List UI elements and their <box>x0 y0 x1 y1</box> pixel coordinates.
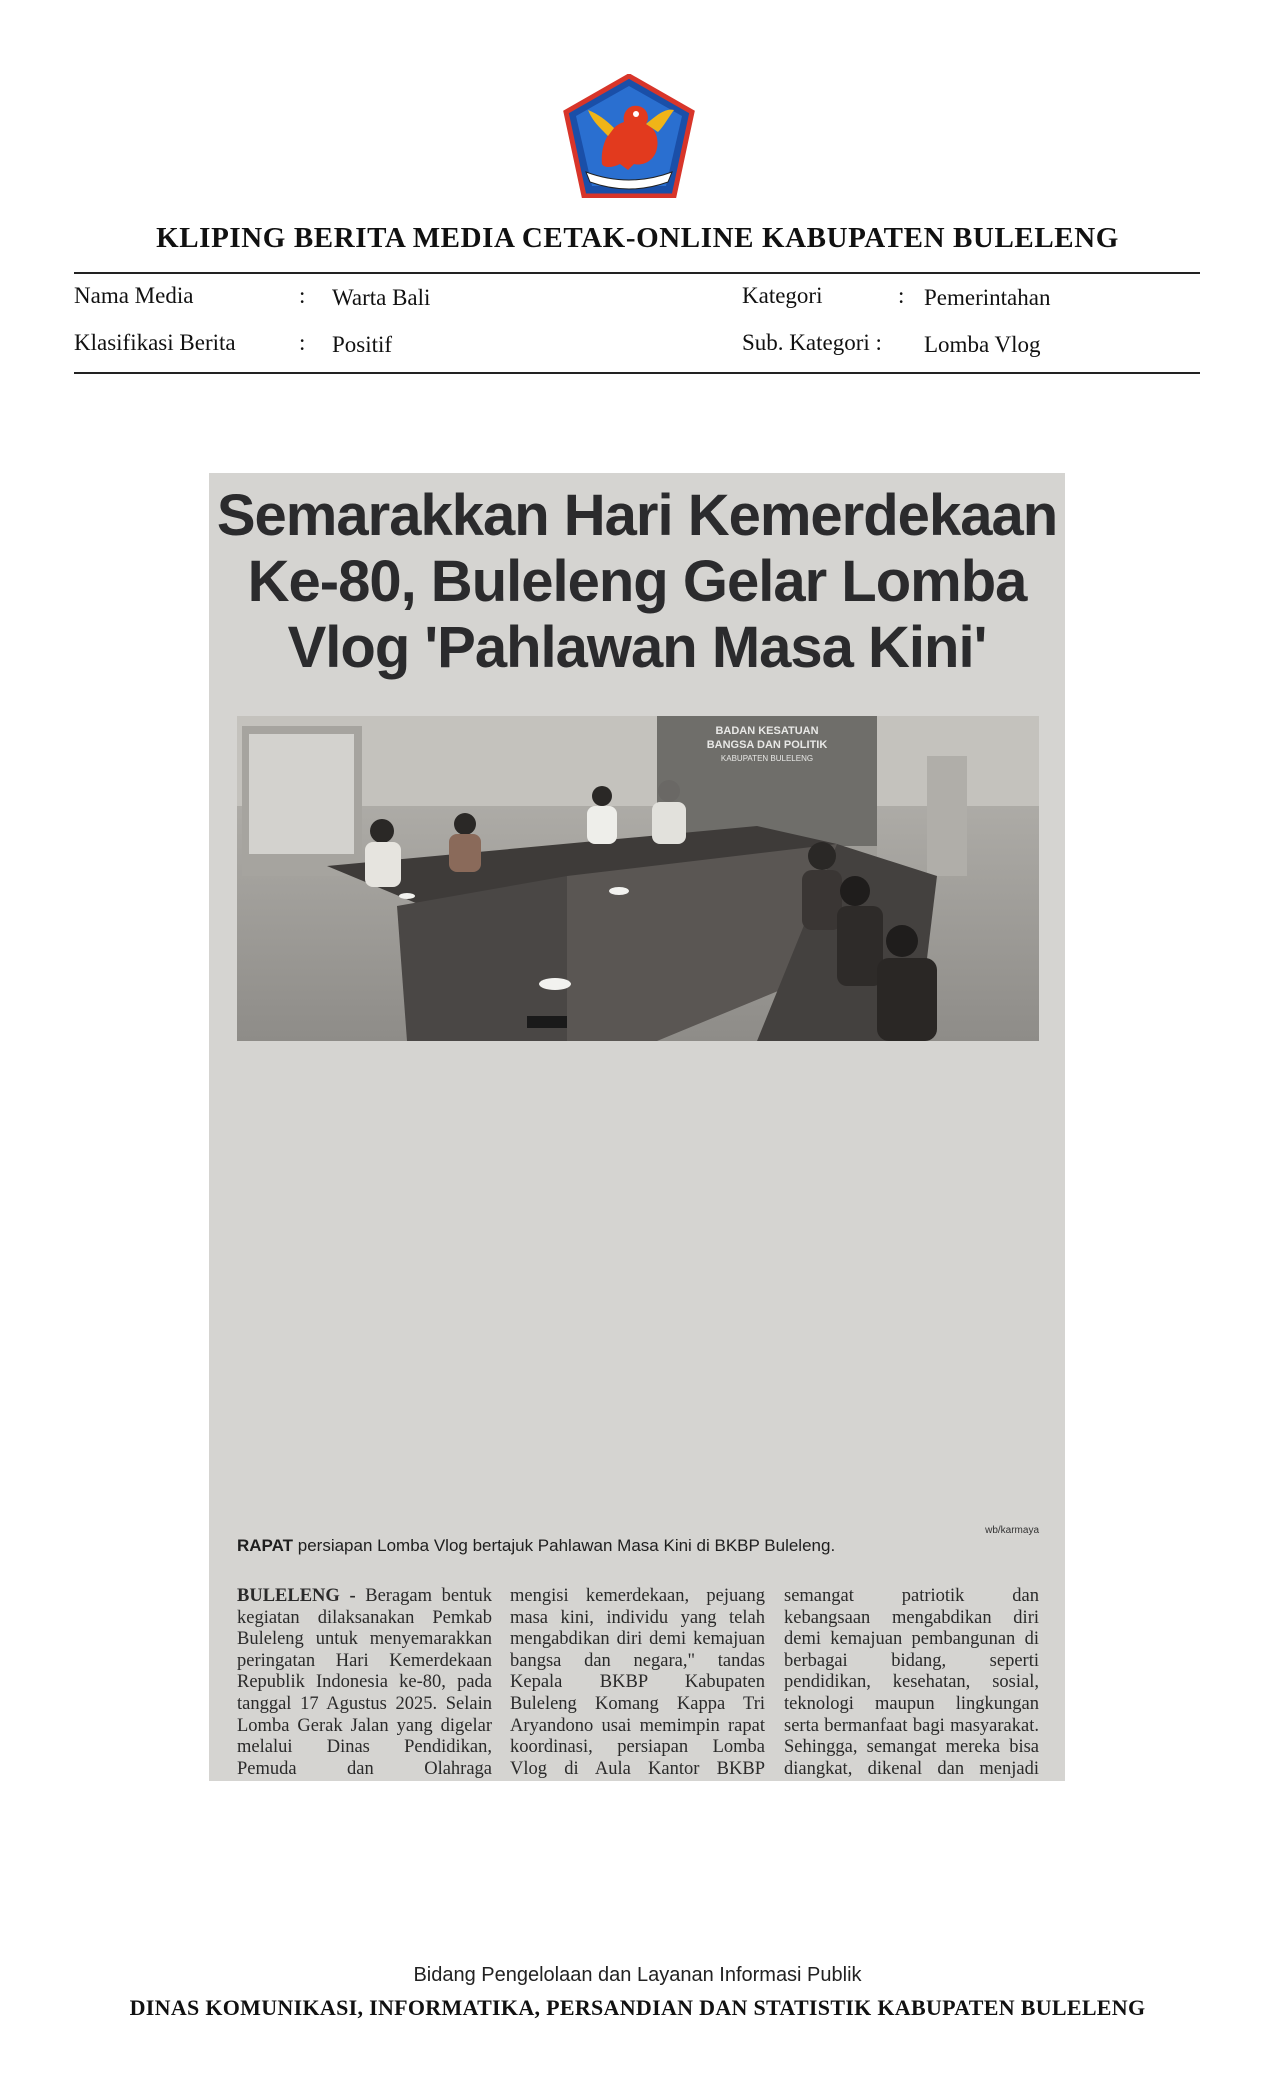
meta-divider <box>74 372 1200 374</box>
meeting-photo <box>237 716 1039 1522</box>
newspaper-clipping <box>209 473 1065 1781</box>
wall-sign-line: BANGSA DAN POLITIK <box>706 739 828 751</box>
article-column-3 <box>784 1586 1039 1781</box>
article-paragraph: Beragam bentuk kegiatan dilaksanakan Pemkab Buleleng untuk menyemarakkan peringatan Hari Kemerdekaan Republik Indonesia ke-80, pada tanggal 17 Agustus 2025. Selain Lomba Gerak Jalan yang digelar melalui Dinas Pendidikan, Pemuda dan Olahraga <box>237 1586 493 1779</box>
category-label: Kategori <box>742 283 823 308</box>
header-divider <box>74 272 1200 274</box>
subcategory-label: Sub. Kategori : <box>742 330 882 355</box>
category-value: Pemerintahan <box>924 285 1051 310</box>
subcategory-value: Lomba Vlog <box>924 332 1041 357</box>
article-headline <box>209 483 1065 681</box>
classification-colon: : <box>299 330 306 355</box>
footer-unit: Bidang Pengelolaan dan Layanan Informasi Publik <box>413 1964 862 1986</box>
classification-label: Klasifikasi Berita <box>74 330 236 355</box>
headline-line: Semarakkan Hari Kemerdekaan <box>216 483 1058 548</box>
footer-agency: DINAS KOMUNIKASI, INFORMATIKA, PERSANDIAN DAN STATISTIK KABUPATEN BULELENG <box>129 1995 1146 2020</box>
singa-ambara-raja-emblem <box>562 74 696 198</box>
document-title: KLIPING BERITA MEDIA CETAK-ONLINE KABUPATEN BULELENG <box>156 222 1119 254</box>
classification-value: Positif <box>332 332 393 357</box>
wall-sign-line: KABUPATEN BULELENG <box>720 754 814 763</box>
article-paragraph: semangat patriotik dan kebangsaan mengabdikan diri demi kemajuan pembangunan di berbagai bidang, seperti pendidikan, kesehatan, sosial, teknologi maupun lingkungan serta bermanfaat bagi masyarakat. Sehingga, semangat mereka bisa diangkat, dikenal dan menjadi <box>784 1586 1039 1779</box>
media-name-label: Nama Media <box>74 283 194 308</box>
article-column-1 <box>237 1586 492 1781</box>
headline-line: Vlog 'Pahlawan Masa Kini' <box>287 615 987 680</box>
media-name-value: Warta Bali <box>332 285 431 310</box>
article-column-2 <box>510 1586 765 1781</box>
caption-lead: RAPAT <box>237 1536 294 1555</box>
wall-sign-line: BADAN KESATUAN <box>715 725 819 737</box>
article-dateline: BULELENG - <box>237 1586 356 1606</box>
category-colon: : <box>898 283 905 308</box>
article-paragraph: mengisi kemerdekaan, pejuang masa kini, individu yang telah mengabdikan diri demi kemajuan bangsa dan negara," tandas Kepala BKBP Kabupaten Buleleng Komang Kappa Tri Aryandono usai memimpin rapat koordinasi, persiapan Lomba Vlog di Aula Kantor BKBP <box>510 1586 765 1779</box>
caption-text: persiapan Lomba Vlog bertajuk Pahlawan Masa Kini di BKBP Buleleng. <box>293 1536 836 1555</box>
media-name-colon: : <box>299 283 306 308</box>
photo-credit: wb/karmaya <box>985 1525 1039 1536</box>
headline-line: Ke-80, Buleleng Gelar Lomba <box>247 549 1027 614</box>
photo-caption <box>237 1536 1037 1556</box>
